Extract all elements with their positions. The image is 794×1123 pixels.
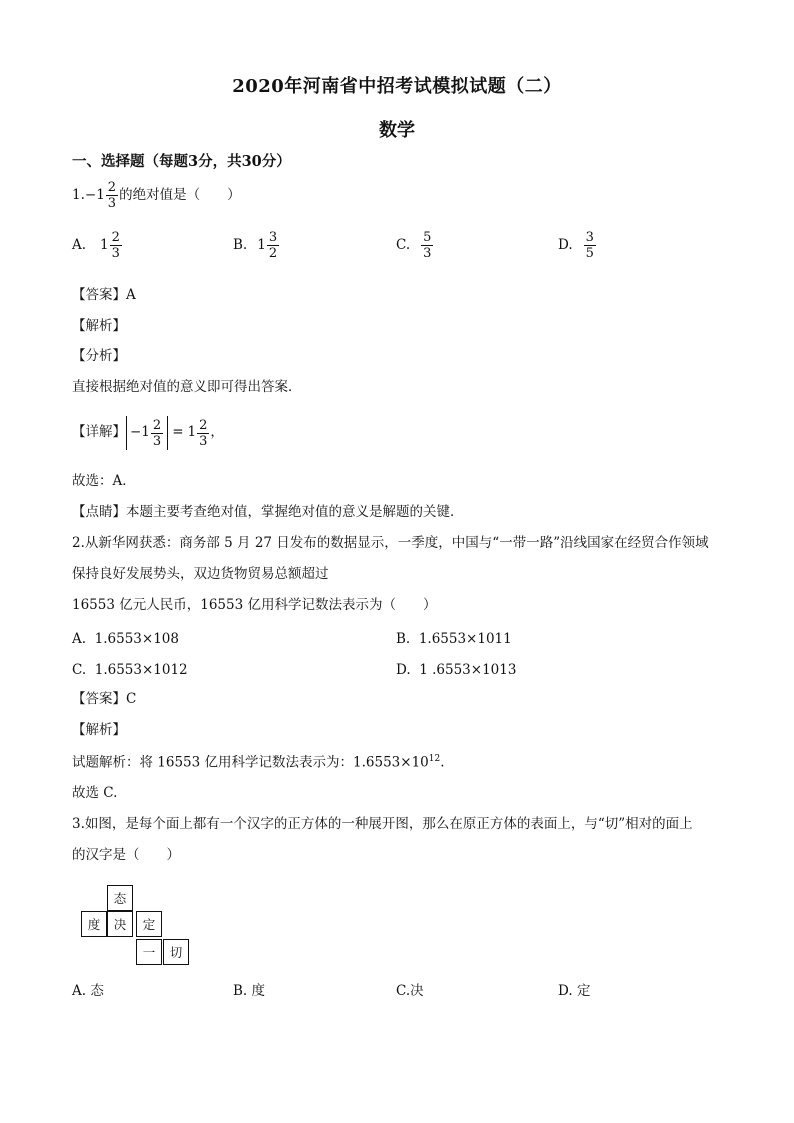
jiexi-text: 试题解析：将 16553 亿用科学记数法表示为：1.6553×10	[72, 754, 429, 771]
q1-stem	[72, 180, 241, 211]
q2-option-c	[72, 662, 188, 678]
q2-stem-line1: 2.从新华网获悉：商务部 5 月 27 日发布的数据显示，一季度，中国与“一带一路”沿线国家在经贸合作领域	[72, 535, 709, 551]
option-denominator: 3	[111, 246, 120, 261]
option-fraction	[267, 230, 279, 261]
detail-result-denominator: 3	[199, 433, 208, 449]
net-face-tai: 态	[107, 885, 133, 911]
option-label: B.	[396, 631, 411, 647]
option-denominator: 5	[585, 246, 594, 261]
q1-fraction	[106, 180, 118, 211]
option-whole: 1	[257, 236, 266, 253]
q2-option-a	[72, 631, 179, 647]
q2-stem-line3: 16553 亿元人民币，16553 亿用科学记数法表示为（ ）	[72, 597, 437, 613]
subject-title: 数学	[379, 120, 415, 141]
q2-jiexi-tag: 【解析】	[72, 722, 126, 738]
detail-result-numerator: 2	[199, 417, 208, 433]
q2-option-b	[396, 631, 512, 647]
q1-mixed-number	[96, 180, 119, 211]
detail-equals: =	[172, 424, 184, 441]
option-whole: 1	[100, 236, 109, 253]
net-face-jue: 决	[107, 911, 133, 937]
q1-jiexi-tag: 【解析】	[72, 318, 126, 334]
option-text: 1.6553×108	[94, 631, 179, 647]
detail-denominator: 3	[152, 433, 162, 449]
option-label: D.	[558, 983, 573, 999]
q1-numerator: 2	[107, 180, 117, 195]
option-text: 度	[251, 983, 266, 999]
q1-detail	[72, 416, 224, 450]
detail-comma: ，	[210, 424, 224, 441]
q1-whole: 1	[96, 186, 105, 203]
option-text: 1 .6553×1013	[419, 662, 517, 678]
net-face-yi: 一	[136, 939, 162, 965]
q1-option-b	[233, 230, 280, 261]
detail-inner-fraction	[151, 418, 163, 449]
option-label: C.	[72, 662, 87, 678]
q3-option-b	[233, 985, 265, 999]
q1-option-a	[72, 230, 123, 261]
q3-stem-line1: 3.如图，是每个面上都有一个汉字的正方体的一种展开图，那么在原正方体的表面上，与“切”相对的面上	[72, 816, 693, 832]
q3-stem-line2: 的汉字是（ ）	[72, 847, 180, 863]
q2-jiexi	[72, 755, 445, 770]
q2-choice: 故选 C.	[72, 785, 118, 801]
option-label: A.	[72, 983, 87, 999]
answer-value: A	[126, 287, 136, 303]
detail-numerator: 2	[152, 417, 162, 433]
q3-option-d	[558, 985, 590, 999]
q3-option-c	[396, 985, 424, 999]
detail-result-whole: 1	[187, 424, 197, 441]
q1-fenxi-tag: 【分析】	[72, 348, 126, 364]
q1-suffix: 的绝对值是（ ）	[119, 186, 241, 203]
jiexi-exponent: 12	[428, 754, 441, 764]
option-numerator: 5	[423, 230, 432, 245]
q1-answer	[72, 289, 136, 303]
q3-option-a	[72, 985, 104, 999]
dianjing-text: 本题主要考查绝对值，掌握绝对值的意义是解题的关键．	[126, 504, 464, 520]
option-fraction	[584, 230, 596, 261]
option-label: D.	[558, 236, 573, 253]
absolute-value-bars	[126, 416, 168, 450]
answer-tag: 【答案】	[72, 287, 126, 303]
option-text: 1.6553×1012	[94, 662, 188, 678]
section-heading: 一、选择题（每题3分，共30分）	[72, 153, 291, 170]
option-numerator: 3	[585, 230, 594, 245]
q1-option-c	[396, 230, 434, 261]
q2-stem-line2: 保持良好发展势头，双边货物贸易总额超过	[72, 566, 329, 582]
detail-result-fraction	[197, 418, 209, 449]
q1-choice: 故选：A．	[72, 473, 136, 489]
option-text: 决	[410, 983, 424, 999]
option-numerator: 3	[268, 230, 278, 245]
option-text: 1.6553×1011	[418, 631, 512, 647]
q1-option-d	[558, 230, 597, 261]
option-label: B.	[233, 236, 248, 253]
option-label: A.	[72, 631, 87, 647]
option-label: C.	[396, 236, 411, 253]
option-label: D.	[396, 662, 411, 678]
detail-inner-text: −1	[130, 424, 150, 441]
q2-option-d	[396, 662, 516, 678]
option-denominator: 3	[423, 246, 432, 261]
q1-fenxi-text: 直接根据绝对值的意义即可得出答案．	[72, 379, 302, 395]
option-label: C.	[396, 983, 411, 999]
answer-value: C	[126, 691, 137, 707]
option-text: 态	[90, 983, 104, 999]
q1-dianjing	[72, 506, 464, 520]
net-face-ding: 定	[136, 911, 162, 937]
detail-tag: 【详解】	[72, 424, 126, 441]
option-numerator: 2	[111, 230, 120, 245]
q2-answer	[72, 693, 136, 707]
q1-prefix: 1.	[72, 186, 85, 203]
q1-denominator: 3	[107, 196, 117, 211]
option-label: B.	[233, 983, 248, 999]
option-denominator: 2	[268, 246, 278, 261]
option-text: 定	[576, 983, 591, 999]
net-face-qie: 切	[163, 939, 189, 965]
dianjing-tag: 【点睛】	[72, 504, 126, 520]
option-fraction	[110, 230, 122, 261]
document-title: 2020年河南省中招考试模拟试题（二）	[232, 76, 562, 97]
jiexi-end: .	[440, 754, 445, 771]
q1-sign: −	[84, 186, 97, 203]
net-face-du: 度	[81, 911, 107, 937]
option-label: A.	[72, 236, 87, 253]
option-fraction	[421, 230, 433, 261]
answer-tag: 【答案】	[72, 691, 126, 707]
